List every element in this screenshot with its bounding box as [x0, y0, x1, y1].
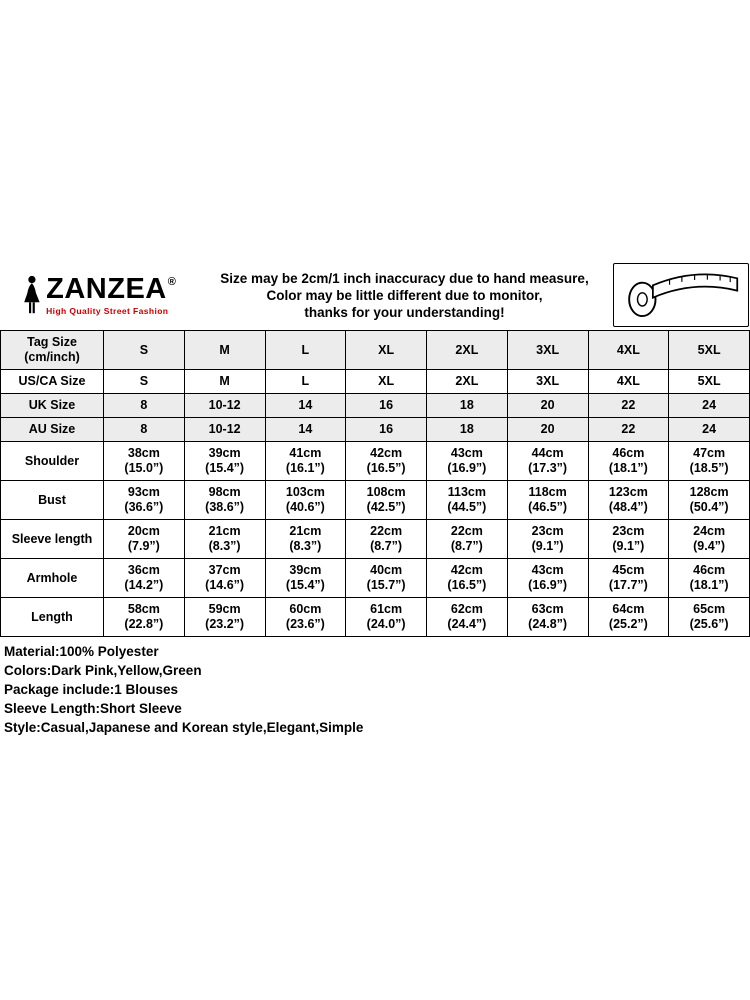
disclaimer-text: Size may be 2cm/1 inch inaccuracy due to hand measure, Color may be little different due to monitor, thanks for your understanding! [220, 270, 589, 320]
row-label: Sleeve length [1, 520, 104, 559]
size-cell: 4XL [588, 370, 669, 394]
size-cell: 37cm (14.6”) [184, 559, 265, 598]
size-cell: 23cm (9.1”) [507, 520, 588, 559]
size-cell: 128cm (50.4”) [669, 481, 750, 520]
brand-tagline: High Quality Street Fashion [46, 305, 169, 316]
brand-text-block [46, 272, 176, 316]
size-cell: 63cm (24.8”) [507, 598, 588, 637]
size-cell: 93cm (36.6”) [104, 481, 185, 520]
size-cell: 14 [265, 418, 346, 442]
size-cell: 24 [669, 418, 750, 442]
size-cell: 3XL [507, 331, 588, 370]
table-row [1, 370, 750, 394]
size-cell: XL [346, 331, 427, 370]
size-cell: 36cm (14.2”) [104, 559, 185, 598]
size-cell: 123cm (48.4”) [588, 481, 669, 520]
size-cell: L [265, 331, 346, 370]
size-cell: 41cm (16.1”) [265, 442, 346, 481]
size-cell: XL [346, 370, 427, 394]
size-cell: 64cm (25.2”) [588, 598, 669, 637]
size-cell: 22cm (8.7”) [427, 520, 508, 559]
note-line: Sleeve Length:Short Sleeve [4, 701, 182, 716]
size-cell: L [265, 370, 346, 394]
size-cell: 61cm (24.0”) [346, 598, 427, 637]
size-cell: 5XL [669, 370, 750, 394]
row-label: Shoulder [1, 442, 104, 481]
size-cell: 18 [427, 418, 508, 442]
size-cell: 24 [669, 394, 750, 418]
table-row [1, 442, 750, 481]
size-cell: 18 [427, 394, 508, 418]
note-line: Package include:1 Blouses [4, 682, 179, 697]
size-cell: M [184, 331, 265, 370]
size-cell: 103cm (40.6”) [265, 481, 346, 520]
size-cell: 46cm (18.1”) [588, 442, 669, 481]
size-cell: 16 [346, 394, 427, 418]
size-table-body [1, 331, 750, 637]
size-cell: 65cm (25.6”) [669, 598, 750, 637]
row-label: Armhole [1, 559, 104, 598]
size-cell: 39cm (15.4”) [265, 559, 346, 598]
size-cell: S [104, 370, 185, 394]
table-row [1, 394, 750, 418]
size-cell: 16 [346, 418, 427, 442]
size-cell: 108cm (42.5”) [346, 481, 427, 520]
size-cell: 2XL [427, 370, 508, 394]
note-line: Colors:Dark Pink,Yellow,Green [4, 663, 202, 678]
size-cell: 10-12 [184, 394, 265, 418]
size-cell: 21cm (8.3”) [184, 520, 265, 559]
size-cell: 118cm (46.5”) [507, 481, 588, 520]
size-cell: 62cm (24.4”) [427, 598, 508, 637]
row-label: Tag Size (cm/inch) [1, 331, 104, 370]
size-cell: 23cm (9.1”) [588, 520, 669, 559]
size-cell: 22 [588, 418, 669, 442]
table-row [1, 559, 750, 598]
size-cell: 42cm (16.5”) [346, 442, 427, 481]
size-cell: 14 [265, 394, 346, 418]
brand-logo [0, 272, 196, 316]
row-label: US/CA Size [1, 370, 104, 394]
size-cell: 5XL [669, 331, 750, 370]
size-cell: 8 [104, 394, 185, 418]
brand-name: ZANZEA [46, 272, 167, 305]
size-cell: 20 [507, 418, 588, 442]
size-cell: 40cm (15.7”) [346, 559, 427, 598]
size-cell: 39cm (15.4”) [184, 442, 265, 481]
size-cell: 44cm (17.3”) [507, 442, 588, 481]
size-cell: 10-12 [184, 418, 265, 442]
size-cell: 21cm (8.3”) [265, 520, 346, 559]
header [0, 260, 750, 330]
size-cell: 46cm (18.1”) [669, 559, 750, 598]
row-label: Length [1, 598, 104, 637]
size-cell: 3XL [507, 370, 588, 394]
size-cell: 8 [104, 418, 185, 442]
table-row [1, 598, 750, 637]
size-cell: 98cm (38.6”) [184, 481, 265, 520]
size-cell: 47cm (18.5”) [669, 442, 750, 481]
measuring-tape-icon [617, 266, 745, 324]
table-row [1, 418, 750, 442]
size-cell: 20cm (7.9”) [104, 520, 185, 559]
size-cell: 58cm (22.8”) [104, 598, 185, 637]
row-label: UK Size [1, 394, 104, 418]
size-cell: 59cm (23.2”) [184, 598, 265, 637]
fashion-lady-icon [20, 275, 42, 315]
size-cell: 24cm (9.4”) [669, 520, 750, 559]
table-row [1, 331, 750, 370]
note-line: Style:Casual,Japanese and Korean style,Elegant,Simple [4, 720, 364, 735]
row-label: AU Size [1, 418, 104, 442]
row-label: Bust [1, 481, 104, 520]
table-row [1, 520, 750, 559]
product-notes [0, 637, 750, 737]
size-cell: 45cm (17.7”) [588, 559, 669, 598]
size-cell: 60cm (23.6”) [265, 598, 346, 637]
size-cell: 43cm (16.9”) [507, 559, 588, 598]
size-cell: 22cm (8.7”) [346, 520, 427, 559]
size-cell: 113cm (44.5”) [427, 481, 508, 520]
size-cell: 20 [507, 394, 588, 418]
size-cell: 2XL [427, 331, 508, 370]
registered-mark: ® [167, 275, 176, 288]
size-cell: 38cm (15.0”) [104, 442, 185, 481]
note-line: Material:100% Polyester [4, 644, 159, 659]
size-cell: M [184, 370, 265, 394]
size-cell: S [104, 331, 185, 370]
size-chart-sheet [0, 260, 750, 737]
size-cell: 4XL [588, 331, 669, 370]
size-table [0, 330, 750, 637]
measuring-tape-box [613, 263, 749, 327]
size-cell: 42cm (16.5”) [427, 559, 508, 598]
size-cell: 43cm (16.9”) [427, 442, 508, 481]
table-row [1, 481, 750, 520]
size-cell: 22 [588, 394, 669, 418]
